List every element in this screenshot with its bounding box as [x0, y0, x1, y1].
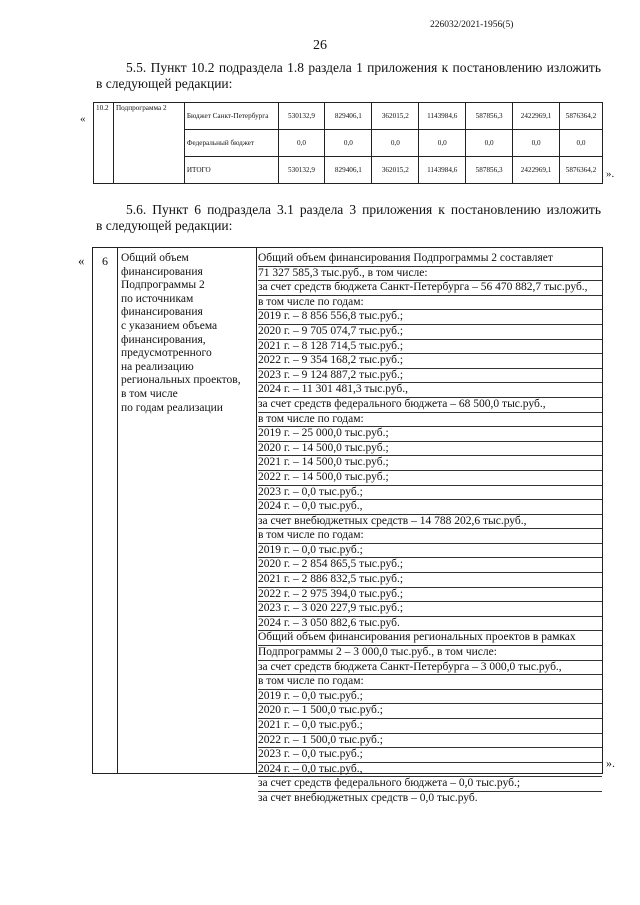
value-cell: 0,0	[325, 130, 372, 157]
document-id: 226032/2021-1956(5)	[430, 20, 514, 30]
value-cell: 362015,2	[372, 103, 419, 130]
label-line: с указанием объема	[121, 319, 218, 332]
funding-label	[121, 252, 255, 415]
label-line: Общий объем	[121, 252, 189, 264]
label-line: на реализацию	[121, 360, 194, 373]
section-5-6-line-1: 5.6. Пункт 6 подраздела 3.1 раздела 3 приложения к постановлению изложить	[126, 202, 601, 217]
value-cell: 0,0	[466, 130, 513, 157]
label-line: в том числе	[121, 387, 178, 400]
table-row	[94, 103, 603, 130]
detail-line: 2019 г. – 0,0 тыс.руб.;	[258, 544, 602, 559]
table2-close-quote: ».	[606, 756, 615, 770]
detail-line: Общий объем финансирования региональных проектов в рамках	[258, 631, 602, 646]
detail-line: за счет средств бюджета Санкт-Петербурга – 56 470 882,7 тыс.руб.,	[258, 281, 602, 296]
detail-line: 2021 г. – 2 886 832,5 тыс.руб.;	[258, 573, 602, 588]
label-line: по источникам	[121, 292, 194, 305]
value-cell: 829406,1	[325, 157, 372, 184]
row-number: 6	[102, 254, 108, 268]
detail-line: Общий объем финансирования Подпрограммы 2 составляет	[258, 252, 602, 267]
funding-table-10-2	[93, 102, 603, 184]
funding-details	[258, 252, 602, 806]
detail-line: в том числе по годам:	[258, 675, 602, 690]
value-cell: 0,0	[513, 130, 560, 157]
section-5-5-line-1: 5.5. Пункт 10.2 подраздела 1.8 раздела 1 приложения к постановлению изложить	[126, 60, 601, 75]
detail-line: 2023 г. – 0,0 тыс.руб.;	[258, 486, 602, 501]
detail-line: за счет средств бюджета Санкт-Петербурга – 3 000,0 тыс.руб.,	[258, 661, 602, 676]
label-line: Подпрограммы 2	[121, 279, 205, 292]
value-cell: 829406,1	[325, 103, 372, 130]
label-line: предусмотренного	[121, 347, 212, 360]
detail-line: в том числе по годам:	[258, 413, 602, 428]
section-5-5-text	[96, 60, 601, 92]
detail-line: в том числе по годам:	[258, 296, 602, 311]
detail-line: Подпрограммы 2 – 3 000,0 тыс.руб., в том числе:	[258, 646, 602, 661]
detail-line: 71 327 585,3 тыс.руб., в том числе:	[258, 267, 602, 282]
source-cell: ИТОГО	[184, 157, 278, 184]
detail-line: 2020 г. – 1 500,0 тыс.руб.;	[258, 704, 602, 719]
detail-line: 2022 г. – 1 500,0 тыс.руб.;	[258, 734, 602, 749]
value-cell: 1143984,6	[419, 157, 466, 184]
value-cell: 5876364,2	[560, 157, 603, 184]
value-cell: 5876364,2	[560, 103, 603, 130]
value-cell: 530132,9	[278, 157, 325, 184]
detail-line: за счет внебюджетных средств – 14 788 202,6 тыс.руб.,	[258, 515, 602, 530]
section-5-6-text	[96, 202, 601, 234]
detail-line: 2021 г. – 14 500,0 тыс.руб.;	[258, 456, 602, 471]
table2-open-quote: «	[78, 253, 85, 268]
value-cell: 0,0	[278, 130, 325, 157]
source-cell: Федеральный бюджет	[184, 130, 278, 157]
page-number: 26	[313, 38, 327, 53]
detail-line: за счет средств федерального бюджета – 0,0 тыс.руб.;	[258, 777, 602, 792]
label-line: финансирования	[121, 306, 203, 319]
detail-line: 2024 г. – 0,0 тыс.руб.,	[258, 763, 602, 778]
detail-line: 2022 г. – 9 354 168,2 тыс.руб.;	[258, 354, 602, 369]
detail-line: 2024 г. – 11 301 481,3 тыс.руб.,	[258, 383, 602, 398]
detail-line: 2024 г. – 0,0 тыс.руб.,	[258, 500, 602, 515]
program-cell: Подпрограмма 2	[113, 103, 184, 184]
value-cell: 2422969,1	[513, 103, 560, 130]
label-line: финансирования	[121, 265, 203, 278]
detail-line: 2023 г. – 9 124 887,2 тыс.руб.;	[258, 369, 602, 384]
label-line: региональных проектов,	[121, 374, 241, 387]
detail-line: 2022 г. – 2 975 394,0 тыс.руб.;	[258, 588, 602, 603]
label-line: по годам реализации	[121, 401, 223, 414]
detail-line: 2022 г. – 14 500,0 тыс.руб.;	[258, 471, 602, 486]
value-cell: 2422969,1	[513, 157, 560, 184]
value-cell: 0,0	[560, 130, 603, 157]
section-5-5-line-2: в следующей редакции:	[96, 76, 233, 91]
value-cell: 587856,3	[466, 103, 513, 130]
detail-line: в том числе по годам:	[258, 529, 602, 544]
detail-line: за счет внебюджетных средств – 0,0 тыс.руб.	[258, 791, 478, 804]
detail-line: 2019 г. – 0,0 тыс.руб.;	[258, 690, 602, 705]
detail-line: за счет средств федерального бюджета – 68 500,0 тыс.руб.,	[258, 398, 602, 413]
value-cell: 1143984,6	[419, 103, 466, 130]
detail-line: 2023 г. – 0,0 тыс.руб.;	[258, 748, 602, 763]
value-cell: 587856,3	[466, 157, 513, 184]
table1-open-quote: «	[80, 113, 86, 125]
detail-line: 2024 г. – 3 050 882,6 тыс.руб.	[258, 617, 602, 632]
detail-line: 2021 г. – 8 128 714,5 тыс.руб.;	[258, 340, 602, 355]
detail-line: 2020 г. – 2 854 865,5 тыс.руб.;	[258, 558, 602, 573]
value-cell: 0,0	[419, 130, 466, 157]
value-cell: 362015,2	[372, 157, 419, 184]
detail-line: 2021 г. – 0,0 тыс.руб.;	[258, 719, 602, 734]
value-cell: 530132,9	[278, 103, 325, 130]
funding-table-item-6	[92, 247, 603, 804]
value-cell: 0,0	[372, 130, 419, 157]
row-number-cell: 10.2	[94, 103, 114, 184]
detail-line: 2019 г. – 8 856 556,8 тыс.руб.;	[258, 310, 602, 325]
detail-line: 2019 г. – 25 000,0 тыс.руб.;	[258, 427, 602, 442]
table1-close-quote: ».	[606, 168, 615, 180]
detail-line: 2020 г. – 9 705 074,7 тыс.руб.;	[258, 325, 602, 340]
detail-line: 2020 г. – 14 500,0 тыс.руб.;	[258, 442, 602, 457]
detail-line: 2023 г. – 3 020 227,9 тыс.руб.;	[258, 602, 602, 617]
row-number-column	[93, 248, 118, 773]
label-column	[117, 248, 257, 773]
label-line: финансирования,	[121, 333, 206, 346]
section-5-6-line-2: в следующей редакции:	[96, 218, 233, 233]
source-cell: Бюджет Санкт-Петербурга	[184, 103, 278, 130]
